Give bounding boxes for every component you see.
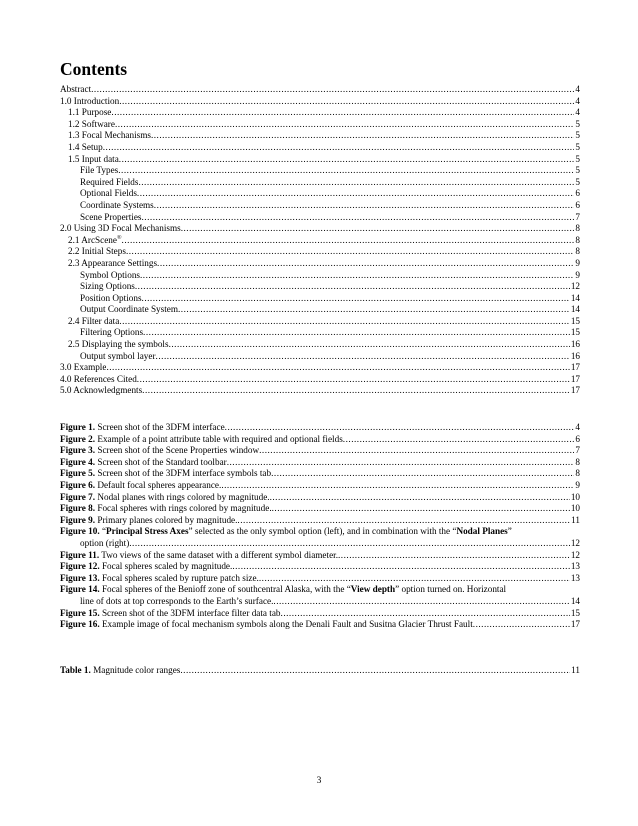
figure-caption-text: ”	[507, 526, 512, 537]
toc-entry-page: 16	[570, 339, 580, 350]
figure-entry-label	[60, 457, 227, 469]
figure-entry-page: 12	[570, 549, 580, 560]
figure-caption-text: ” selected as the only symbol option (left), and in combination with the “	[188, 526, 457, 537]
figure-caption-text: Screen shot of the 3DFM interface	[95, 422, 225, 432]
dot-leader	[181, 223, 575, 235]
dot-leader	[91, 84, 574, 96]
toc-entry[interactable]	[60, 258, 580, 270]
toc-entry-label: 2.4 Filter data	[68, 315, 120, 326]
figure-entry-label	[60, 573, 259, 585]
dot-leader	[119, 316, 570, 328]
toc-entry-page: 5	[575, 141, 580, 152]
toc-entry[interactable]	[60, 200, 580, 212]
figure-entry[interactable]	[60, 515, 580, 527]
table-label: Table 1.	[60, 665, 91, 675]
toc-entry-label: 1.4 Setup	[68, 141, 103, 152]
figure-entry-page: 17	[570, 619, 580, 630]
figure-caption-text: ” option turned on. Horizontal	[395, 584, 507, 595]
figure-entry-label	[60, 480, 221, 492]
figure-caption-text: Focal spheres scaled by rupture patch size.	[99, 572, 259, 583]
figure-label: Figure 2.	[60, 433, 96, 444]
toc-entry-page: 5	[575, 153, 580, 164]
figure-caption-bold: Nodal Planes	[456, 526, 508, 537]
toc-entry-label: Coordinate Systems	[80, 199, 154, 210]
dot-leader	[237, 515, 570, 527]
dot-leader	[271, 468, 574, 480]
toc-entry[interactable]	[60, 362, 580, 374]
toc-entry-label: Sizing Options	[80, 281, 135, 292]
table-entry[interactable]	[60, 665, 580, 677]
dot-leader	[156, 351, 570, 363]
figure-caption-text: Nodal planes with rings colored by magnitude.	[95, 491, 270, 502]
figure-entry[interactable]	[60, 492, 580, 504]
figure-label: Figure 10.	[60, 526, 100, 537]
toc-entry-page: 8	[575, 223, 580, 234]
figure-caption-text: Screen shot of the Standard toolbar	[95, 456, 227, 467]
dot-leader	[343, 434, 575, 446]
toc-entry-label: Position Options	[80, 292, 142, 303]
figure-entry-page: 13	[570, 561, 580, 572]
toc-entry[interactable]	[60, 177, 580, 189]
figure-caption-text: Screen shot of the Scene Properties window	[95, 445, 260, 456]
dot-leader	[178, 304, 570, 316]
figure-label: Figure 9.	[60, 514, 96, 525]
figure-label: Figure 16.	[60, 619, 100, 630]
figure-caption-text: Example image of focal mechanism symbols along the Denali Fault and Susitna Glacier Thrust Fault	[99, 619, 473, 630]
toc-entry[interactable]	[60, 130, 580, 142]
figure-caption-text: Example of a point attribute table with required and optional fields	[95, 433, 343, 444]
figure-entry[interactable]	[60, 561, 580, 573]
figure-entry[interactable]	[60, 480, 580, 492]
toc-entry[interactable]	[60, 339, 580, 351]
toc-entry-page: 14	[570, 304, 580, 315]
figure-entry-page: 7	[575, 445, 580, 456]
dot-leader	[140, 270, 574, 282]
dot-leader	[338, 550, 570, 562]
table-caption-text: Magnitude color ranges	[90, 665, 181, 675]
page-number: 3	[316, 776, 322, 786]
figure-caption-text: Screen shot of the 3DFM interface symbols tab	[95, 468, 272, 479]
figure-entry[interactable]	[60, 550, 580, 562]
toc-entry-label: 2.5 Displaying the symbols	[68, 339, 169, 350]
toc-entry-page: 9	[575, 257, 580, 268]
toc-entry-page: 8	[575, 246, 580, 257]
figure-entry-label	[60, 515, 237, 527]
figure-entry[interactable]	[60, 468, 580, 480]
dot-leader	[157, 258, 574, 270]
toc-entry[interactable]	[60, 351, 580, 363]
figure-entry[interactable]	[60, 422, 580, 434]
dot-leader	[180, 665, 570, 677]
toc-entry-label: Symbol Options	[80, 269, 140, 280]
figure-entry-label	[60, 422, 225, 434]
figure-caption-bold: Principal Stress Axes	[106, 526, 189, 537]
toc-entry-label: 4.0 References Cited	[60, 373, 137, 384]
dot-leader	[138, 177, 574, 189]
toc-entry[interactable]	[60, 119, 580, 131]
list-of-figures	[60, 422, 580, 631]
toc-entry[interactable]	[60, 246, 580, 258]
figure-entry-label	[60, 608, 281, 620]
toc-entry-label: File Types	[80, 165, 119, 176]
toc-entry-page: 16	[570, 350, 580, 361]
figure-entry-page: 15	[570, 607, 580, 618]
toc-entry-page: 8	[575, 234, 580, 245]
dot-leader	[129, 538, 570, 550]
toc-entry[interactable]	[60, 188, 580, 200]
figure-label: Figure 3.	[60, 445, 96, 456]
toc-entry-page: 4	[575, 84, 580, 94]
figure-entry-page: 9	[575, 479, 580, 490]
table-entry-page: 11	[571, 665, 580, 675]
figure-entry-page: 8	[575, 468, 580, 479]
dot-leader	[111, 107, 574, 119]
dot-leader	[259, 573, 570, 585]
dot-leader	[126, 246, 574, 258]
dot-leader	[135, 281, 570, 293]
toc-entry[interactable]	[60, 316, 580, 328]
figure-entry-label	[60, 561, 232, 573]
figure-entry-line	[60, 526, 580, 538]
figure-entry-label	[60, 503, 272, 515]
toc-entry-label: 2.2 Initial Steps	[68, 246, 126, 257]
toc-entry-label: 5.0 Acknowledgments	[60, 385, 143, 396]
dot-leader	[270, 492, 570, 504]
dot-leader	[273, 596, 569, 608]
toc-entry-label: 2.1 ArcScene®	[68, 234, 122, 245]
toc-entry-page: 15	[570, 315, 580, 326]
dot-leader	[151, 130, 574, 142]
toc-entry-label: 1.3 Focal Mechanisms	[68, 130, 151, 141]
figure-entry-continuation	[60, 596, 580, 608]
dot-leader	[142, 212, 575, 224]
dot-leader	[154, 200, 575, 212]
toc-entry[interactable]	[60, 235, 580, 247]
toc-entry[interactable]	[60, 212, 580, 224]
toc-entry-page: 17	[570, 362, 580, 373]
toc-entry-page: 6	[575, 188, 580, 199]
figure-entry-label	[60, 434, 343, 446]
toc-entry-page: 15	[570, 327, 580, 338]
table-entry-label	[60, 665, 180, 677]
figure-label: Figure 8.	[60, 503, 96, 514]
figure-entry-continuation	[60, 538, 580, 550]
toc-entry[interactable]	[60, 142, 580, 154]
figure-entry[interactable]	[60, 608, 580, 620]
dot-leader	[115, 119, 574, 131]
toc-entry[interactable]	[60, 165, 580, 177]
toc-entry-label: Scene Properties	[80, 211, 142, 222]
dot-leader	[106, 362, 569, 374]
toc-entry[interactable]	[60, 327, 580, 339]
figure-entry-page: 13	[570, 572, 580, 583]
dot-leader	[232, 561, 570, 573]
figure-entry-page: 12	[570, 537, 580, 548]
figure-caption-text: “	[99, 526, 107, 537]
figure-caption-text: Focal spheres scaled by magnitude.	[99, 561, 233, 572]
figure-entry[interactable]	[60, 434, 580, 446]
figure-entry-page: 11	[571, 514, 580, 525]
toc-entry[interactable]	[60, 270, 580, 282]
toc-entry-label: Output symbol layer	[80, 350, 156, 361]
toc-entry-label: 1.2 Software	[68, 118, 115, 129]
figure-label: Figure 11.	[60, 549, 100, 560]
figure-caption-text: option (right)	[80, 537, 130, 548]
figure-entry-label	[60, 619, 473, 631]
figure-label: Figure 1.	[60, 422, 96, 432]
figure-caption-text: Screen shot of the 3DFM interface filter data tab	[99, 607, 281, 618]
figure-label: Figure 14.	[60, 584, 100, 595]
figure-label: Figure 7.	[60, 491, 96, 502]
toc-entry[interactable]	[60, 107, 580, 119]
figure-entry-page: 10	[570, 491, 580, 502]
figure-caption-text: line of dots at top corresponds to the Earth’s surface.	[80, 595, 274, 606]
toc-entry-page: 4	[575, 107, 580, 118]
dot-leader	[137, 188, 574, 200]
toc-entry[interactable]	[60, 385, 580, 397]
registered-mark: ®	[116, 234, 122, 241]
toc-entry-page: 5	[575, 130, 580, 141]
toc-entry[interactable]	[60, 96, 580, 108]
figure-entry-label	[60, 445, 259, 457]
dot-leader	[169, 339, 570, 351]
dot-leader	[272, 503, 570, 515]
toc-entry-page: 14	[570, 292, 580, 303]
figure-caption-text: Two views of the same dataset with a different symbol diameter.	[99, 549, 338, 560]
list-of-tables	[60, 665, 580, 677]
figure-caption-bold: View depth	[350, 584, 396, 595]
figure-entry-label	[60, 468, 271, 480]
figure-label: Figure 13.	[60, 572, 100, 583]
toc-entry[interactable]	[60, 223, 580, 235]
dot-leader	[119, 96, 574, 108]
contents-heading: Contents	[60, 59, 128, 79]
toc-entry-label: Filtering Options	[80, 327, 144, 338]
toc-entry[interactable]	[60, 84, 580, 96]
dot-leader	[473, 619, 570, 631]
toc-entry-page: 4	[575, 95, 580, 106]
figure-entry[interactable]	[60, 619, 580, 631]
dot-leader	[118, 165, 574, 177]
figure-label: Figure 12.	[60, 561, 100, 572]
figure-entry[interactable]	[60, 445, 580, 457]
dot-leader	[143, 327, 570, 339]
toc-entry-label: Abstract	[60, 84, 92, 94]
dot-leader	[225, 422, 575, 434]
figure-entry-page: 4	[575, 422, 580, 432]
toc-entry-page: 5	[575, 176, 580, 187]
toc-entry-page: 12	[570, 281, 580, 292]
figure-entry[interactable]	[60, 457, 580, 469]
toc-entry-page: 17	[570, 373, 580, 384]
toc-entry-page: 17	[570, 385, 580, 396]
figure-entry[interactable]	[60, 573, 580, 585]
toc-entry-label: Output Coordinate System	[80, 304, 178, 315]
figure-label: Figure 15.	[60, 607, 100, 618]
toc-entry-label: Required Fields	[80, 176, 139, 187]
figure-entry-label	[60, 550, 338, 562]
figure-entry-label	[60, 492, 270, 504]
figure-entry-line	[60, 584, 580, 596]
dot-leader	[221, 480, 574, 492]
toc-entry[interactable]	[60, 304, 580, 316]
figure-caption-text: Primary planes colored by magnitude.	[95, 514, 238, 525]
toc-entry[interactable]	[60, 293, 580, 305]
dot-leader	[227, 457, 575, 469]
figure-label: Figure 6.	[60, 479, 96, 490]
figure-caption-text: Default focal spheres appearance.	[95, 479, 222, 490]
toc-entry-label: 2.3 Appearance Settings	[68, 257, 158, 268]
toc-entry-page: 5	[575, 165, 580, 176]
figure-entry[interactable]	[60, 526, 580, 549]
table-of-contents	[60, 84, 580, 397]
figure-entry-page: 14	[570, 595, 580, 606]
toc-entry-page: 6	[575, 199, 580, 210]
toc-entry-label: Optional Fields	[80, 188, 137, 199]
toc-entry-label: 1.5 Input data	[68, 153, 119, 164]
toc-entry-page: 7	[575, 211, 580, 222]
dot-leader	[122, 235, 575, 247]
toc-entry-label: 2.0 Using 3D Focal Mechanisms	[60, 223, 181, 234]
dot-leader	[259, 445, 574, 457]
dot-leader	[137, 374, 570, 386]
toc-entry-page: 9	[575, 269, 580, 280]
figure-entry[interactable]	[60, 503, 580, 515]
figure-caption-text: Focal spheres of the Benioff zone of southcentral Alaska, with the “	[99, 584, 351, 595]
toc-entry[interactable]	[60, 374, 580, 386]
dot-leader	[103, 142, 575, 154]
toc-entry-page: 5	[575, 118, 580, 129]
toc-entry-label: 1.1 Purpose	[68, 107, 112, 118]
figure-entry[interactable]	[60, 584, 580, 607]
toc-entry-label: 3.0 Example	[60, 362, 107, 373]
figure-entry-page: 6	[575, 433, 580, 444]
figure-label: Figure 4.	[60, 456, 96, 467]
dot-leader	[142, 293, 570, 305]
figure-entry-page: 10	[570, 503, 580, 514]
figure-entry-page: 8	[575, 456, 580, 467]
toc-entry[interactable]	[60, 154, 580, 166]
figure-caption-text: Focal spheres with rings colored by magnitude.	[95, 503, 272, 514]
figure-label: Figure 5.	[60, 468, 96, 479]
dot-leader	[119, 154, 575, 166]
dot-leader	[281, 608, 570, 620]
toc-entry[interactable]	[60, 281, 580, 293]
toc-entry-label: 1.0 Introduction	[60, 95, 120, 106]
dot-leader	[142, 385, 570, 397]
